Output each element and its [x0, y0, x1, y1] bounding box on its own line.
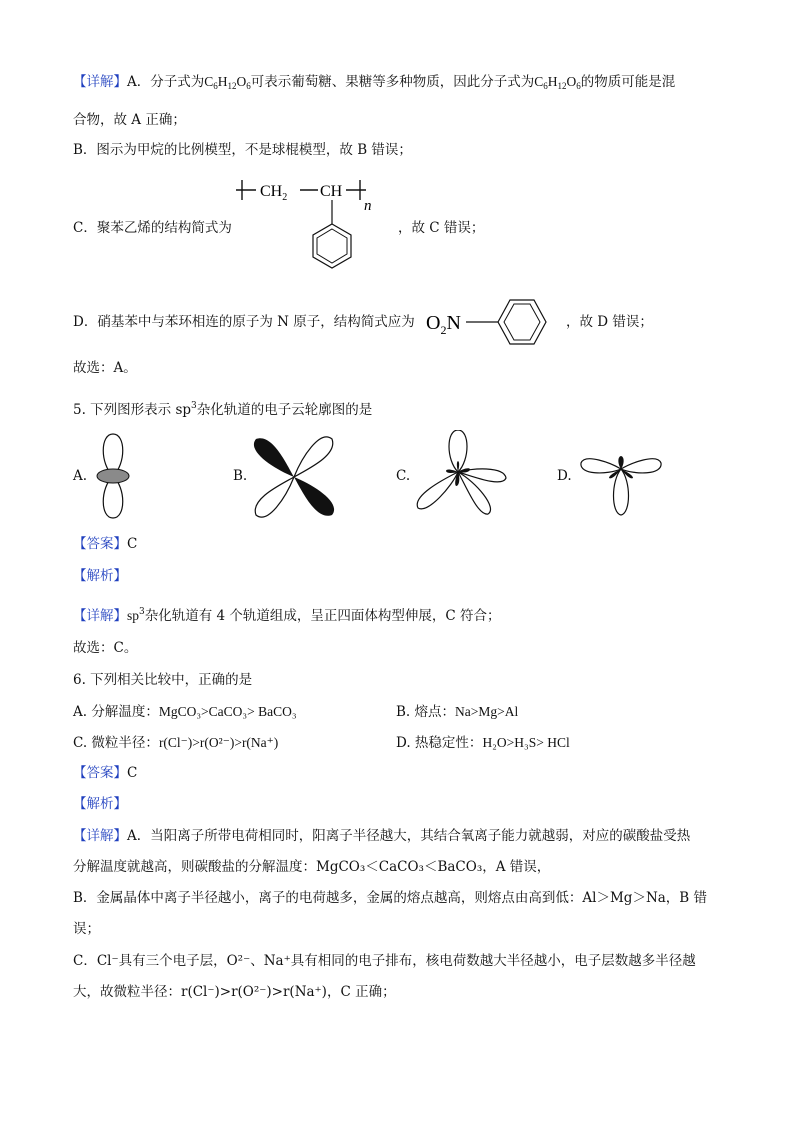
q4-detail-a-line2: 合物，故 A 正确； [73, 112, 186, 128]
q6-detail-a-line1: 【详解】A．当阳离子所带电荷相同时，阳离子半径越大，其结合氧离子能力就越弱，对应的碳酸盐受热 [73, 828, 691, 844]
q6-stem: 6. 下列相关比较中，正确的是 [73, 672, 253, 688]
q6-option-d: D. 热稳定性：H₂O>H₃S> HCl [396, 735, 570, 751]
formula-c6h12o6-2: $C_6H_{12}O_6$ [534, 74, 581, 91]
nitro-label: $O_2N$ [426, 312, 461, 337]
orbital-a-figure [88, 430, 138, 525]
q4-a-end: 的物质可能是混 [580, 74, 676, 90]
detail-tag: 【详解】 [73, 74, 127, 90]
orbital-c-figure [414, 430, 514, 524]
q5-option-b-label: B. [233, 468, 248, 484]
formula-c6h12o6: $C_6H_{12}O_6$ [204, 74, 251, 91]
q6-analysis-tag: 【解析】 [73, 796, 127, 812]
orbital-d-figure [578, 432, 668, 522]
q6-option-b: B. 熔点：Na>Mg>Al [396, 704, 519, 720]
q4-detail-a-line1 [73, 72, 675, 96]
q6-option-a: A. 分解温度：MgCO₃>CaCO₃> BaCO₃ [73, 704, 297, 720]
q5-choose: 故选：C。 [73, 640, 138, 656]
q4-a-prefix: A．分子式为 [127, 74, 205, 90]
q4-detail-d-end: ，故 D 错误； [566, 314, 653, 330]
q5-option-c-label: C. [396, 468, 411, 484]
q4-detail-c-end: ，故 C 错误； [398, 220, 485, 236]
q5-analysis-tag: 【解析】 [73, 568, 127, 584]
q5-detail: 【详解】$sp^3$杂化轨道有 4 个轨道组成，呈正四面体构型伸展，C 符合； [73, 607, 501, 624]
q5-option-d-label: D. [557, 468, 572, 484]
q5-option-a-label: A. [73, 468, 88, 484]
q5-answer: 【答案】C [73, 536, 138, 552]
q6-detail-b-line2: 误； [73, 921, 100, 937]
q6-detail-a-line2: 分解温度就越高，则碳酸盐的分解温度：MgCO₃＜CaCO₃＜BaCO₃，A 错误， [73, 859, 551, 875]
polystyrene-structure [236, 172, 386, 282]
ch-label: CH [320, 183, 343, 200]
n-subscript: n [364, 198, 372, 214]
orbital-b-figure [250, 432, 340, 522]
q6-detail-b-line1: B．金属晶体中离子半径越小，离子的电荷越多，金属的熔点越高，则熔点由高到低：Al＞Mg＞Na，B 错 [73, 890, 708, 906]
nitrobenzene-structure [424, 292, 559, 350]
q5-stem: 5. 下列图形表示 $sp^3$杂化轨道的电子云轮廓图的是 [73, 401, 373, 418]
q6-detail-c-line1: C．Cl⁻具有三个电子层，O²⁻、Na⁺具有相同的电子排布，核电荷数越大半径越小，电子层数越多半径越 [73, 953, 696, 969]
q4-choose: 故选：A。 [73, 360, 137, 376]
ch2-label: $CH_2$ [260, 183, 288, 203]
q6-detail-c-line2: 大，故微粒半径：r(Cl⁻)>r(O²⁻)>r(Na⁺)，C 正确； [73, 984, 396, 1000]
q4-detail-d-text: D．硝基苯中与苯环相连的原子为 N 原子，结构简式应为 [73, 314, 415, 330]
q4-a-mid: 可表示葡萄糖、果糖等多种物质，因此分子式为 [250, 74, 535, 90]
q6-option-c: C. 微粒半径：r(Cl⁻)>r(O²⁻)>r(Na⁺) [73, 735, 279, 751]
q4-detail-c-text: C．聚苯乙烯的结构简式为 [73, 220, 232, 236]
q6-answer: 【答案】C [73, 765, 138, 781]
q4-detail-b: B．图示为甲烷的比例模型，不是球棍模型，故 B 错误； [73, 142, 412, 158]
